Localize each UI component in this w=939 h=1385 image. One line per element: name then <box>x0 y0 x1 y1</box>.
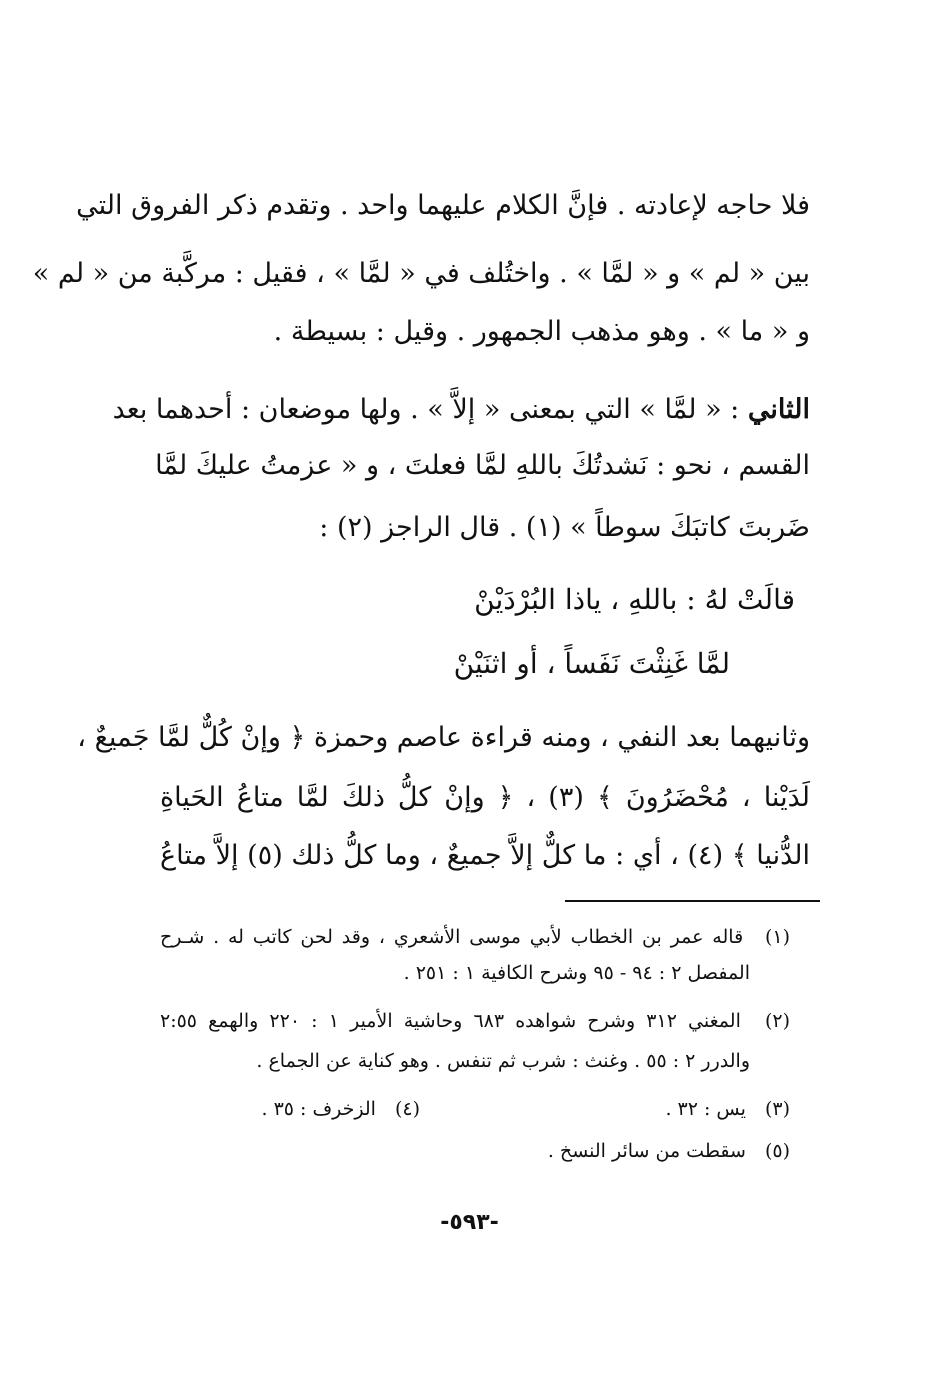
footnote-text: المغني ٣١٢ وشرح شواهده ٦٨٣ وحاشية الأمير ١ : ٢٢٠ والهمع ٢:٥٥ <box>160 1010 741 1032</box>
body-line: بين « لم » و « لمَّا » . واختُلف في « لمَّا » ، فقيل : مركَّبة من « لم » <box>32 258 810 289</box>
verse-line-2: لمَّا غَنِثْتَ نَفَساً ، أو اثنَيْنْ <box>453 647 730 680</box>
footnote-separator <box>565 900 820 902</box>
body-line: وثانيهما بعد النفي ، ومنه قراءة عاصم وحمزة ﴿ وإنْ كُلٌّ لمَّا جَميعٌ ، <box>77 722 810 753</box>
footnote-3 <box>665 1092 790 1126</box>
footnote-number: (٥) <box>764 1140 790 1162</box>
section-heading: الثاني <box>747 394 810 425</box>
footnote-number: (٣) <box>764 1098 790 1120</box>
body-line: و « ما » . وهو مذهب الجمهور . وقيل : بسيطة . <box>273 316 810 347</box>
body-line: القسم ، نحو : نَشدتُكَ باللهِ لمَّا فعلتَ ، و « عزمتُ عليكَ لمَّا <box>155 450 810 481</box>
footnote-1-continued: المفصل ٢ : ٩٤ - ٩٥ وشرح الكافية ١ : ٢٥١ . <box>403 962 750 984</box>
footnote-4 <box>261 1092 420 1126</box>
footnote-text: قاله عمر بن الخطاب لأبي موسى الأشعري ، وقد لحن كاتب له . شـرح <box>160 926 744 948</box>
body-line: ضَربتَ كاتبَكَ سوطاً » (١) . قال الراجز (٢) : <box>319 512 810 543</box>
body-text: : « لمَّا » التي بمعنى « إلاَّ » . ولها موضعان : أحدهما بعد <box>112 394 740 425</box>
footnotes-3-4 <box>160 1092 790 1126</box>
footnote-number: (٤) <box>394 1098 420 1120</box>
footnote-5 <box>160 1134 790 1168</box>
footnote-text: سقطت من سائر النسخ . <box>547 1140 746 1162</box>
footnote-1 <box>160 920 790 954</box>
verse-line-1: قالَتْ لهُ : باللهِ ، ياذا البُرْدَيْنْ <box>474 583 795 616</box>
body-line: الدُّنيا ﴾ (٤) ، أي : ما كلٌّ إلاَّ جميعٌ ، وما كلُّ ذلك (٥) إلاَّ متاعُ <box>160 840 811 871</box>
footnote-2 <box>160 1004 790 1038</box>
body-line <box>112 390 810 430</box>
footnote-2-continued: والدرر ٢ : ٥٥ . وغنث : شرب ثم تنفس . وهو كناية عن الجماع . <box>256 1050 750 1072</box>
body-line: لَدَيْنا ، مُحْضَرُونَ ﴾ (٣) ، ﴿ وإنْ كلُّ ذلكَ لمَّا متاعُ الحَياةِ <box>160 782 810 813</box>
footnote-number: (١) <box>764 926 791 948</box>
footnote-text: يس : ٣٢ . <box>665 1098 746 1120</box>
body-line: فلا حاجه لإعادته . فإنَّ الكلام عليهما واحد . وتقدم ذكر الفروق التي <box>76 190 810 221</box>
page-number: -٥٩٣- <box>440 1210 499 1235</box>
footnote-text: الزخرف : ٣٥ . <box>261 1098 376 1120</box>
footnote-number: (٢) <box>764 1010 790 1032</box>
